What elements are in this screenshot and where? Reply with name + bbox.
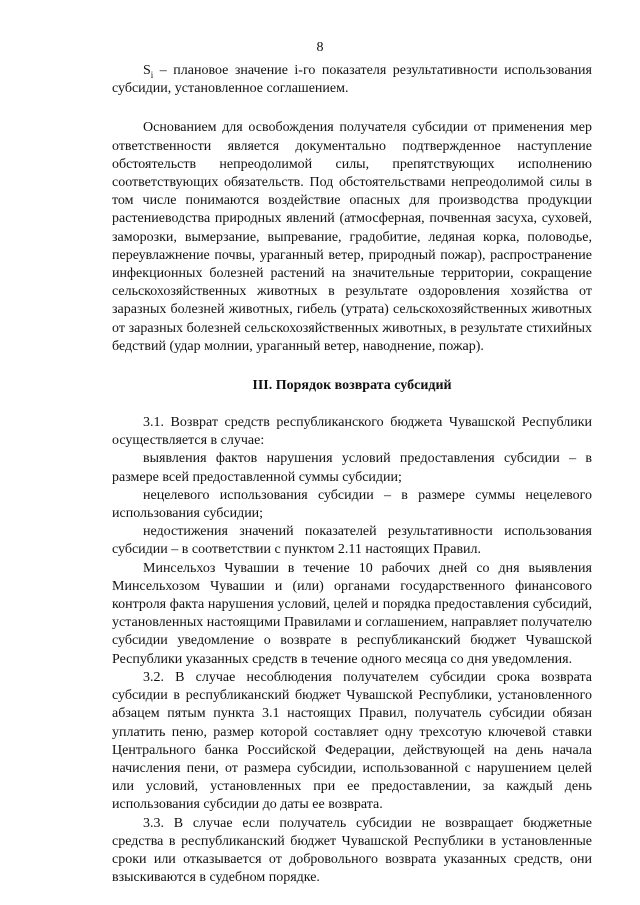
paragraph-indicators-case: недостижения значений показателей результативности использования субсидии – в соответствии с пунктом 2.11 настоящих Правил.	[112, 524, 592, 558]
definition-symbol: S	[143, 63, 151, 78]
force-majeure-paragraph: Основанием для освобождения получателя субсидии от применения мер ответственности является документально подтвержденное наступление обстоятельств непреодолимой силы, препятствующих исполнению соответствующих обязательств. Под обстоятельствами непреодолимой силы в том числе понимаются воздействие опасных для производства продукции растениеводства природных явлений (атмосферная, почвенная засуха, суховей, заморозки, вымерзание, выпревание, градобитие, ледяная корка, половодье, переувлажнение почвы, ураганный ветер, природный пожар), распространение инфекционных болезней растений на значительные территории, сокращение сельскохозяйственных животных в результате оздоровления хозяйства от заразных болезней животных, гибель (утрата) сельскохозяйственных животных от заразных болезней сельскохозяйственных животных, в результате стихийных бедствий (удар молнии, ураганный ветер, наводнение, пожар).	[112, 120, 592, 354]
page-number: 8	[316, 40, 324, 55]
page-content	[112, 62, 592, 887]
spacer	[112, 356, 592, 377]
paragraph-3-2: 3.2. В случае несоблюдения получателем субсидии срока возврата субсидии в республиканский бюджет Чувашской Республики, установленного абзацем пятым пункта 3.1 настоящих Правил, получатель субсидии обязан уплатить пеню, размер которой составляет одну трехсотую ключевой ставки Центрального банка Российской Федерации, действующей на день начала начисления пени, от размера субсидии, использованной с нарушением целей или условий, установленных при ее предоставлении, за каждый день использования субсидии до даты ее возврата.	[112, 669, 592, 813]
paragraph-misuse-case: нецелевого использования субсидии – в размере суммы нецелевого использования субсидии;	[112, 487, 592, 522]
spacer	[112, 395, 592, 414]
paragraph-notification: Минсельхоз Чувашии в течение 10 рабочих дней со дня выявления Минсельхозом Чувашии и (или) органами государственного финансового контроля факта нарушения условий, целей и порядка предоставления субсидий, установленных настоящими Правилами и соглашением, направляет получателю субсидии уведомление о возврате в республиканский бюджет Чувашской Республики указанных средств в течение одного месяца со дня уведомления.	[112, 560, 592, 667]
spacer	[112, 98, 592, 119]
definition-text: – плановое значение i-го показателя результативности использования субсидии, установленное соглашением.	[112, 63, 592, 97]
section-heading: III. Порядок возврата субсидий	[252, 378, 452, 394]
paragraph-3-1: 3.1. Возврат средств республиканского бюджета Чувашской Республики осуществляется в случае:	[112, 415, 592, 449]
definition-subscript: i	[150, 69, 154, 80]
definition-paragraph	[112, 62, 592, 98]
paragraph-violation-case: выявления фактов нарушения условий предоставления субсидии – в размере всей предоставленной суммы субсидии;	[112, 451, 592, 485]
paragraph-3-3: 3.3. В случае если получатель субсидии не возвращает бюджетные средства в республиканский бюджет Чувашской Республики в установленные сроки или отказывается от добровольного возврата указанных средств, они взыскиваются в судебном порядке.	[112, 815, 592, 886]
